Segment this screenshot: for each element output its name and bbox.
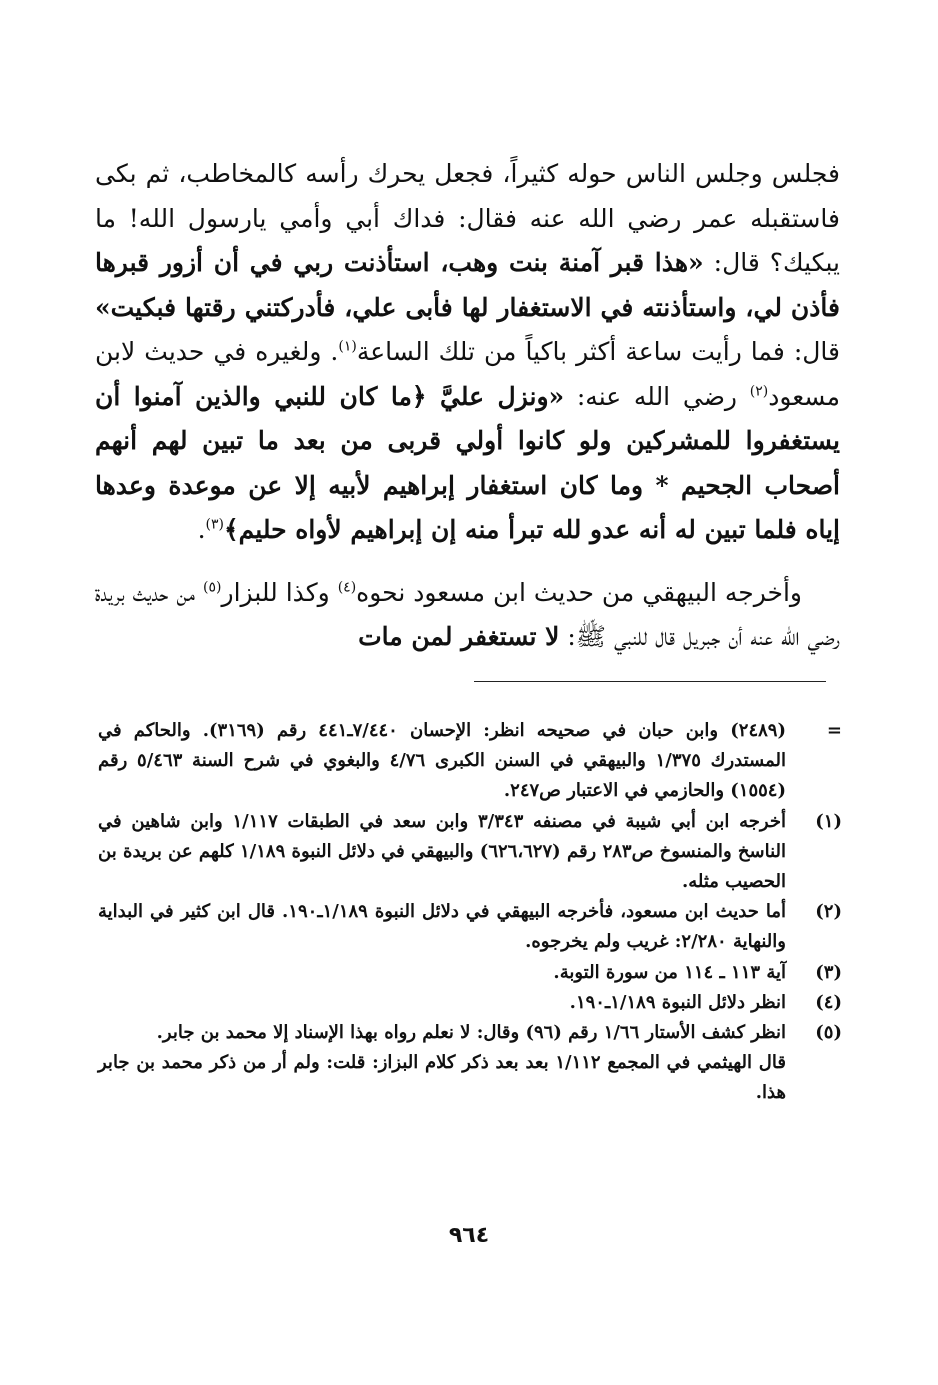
footnotes xyxy=(98,716,842,1109)
footnote-ref: (٢) xyxy=(749,383,769,400)
prophet-quote: «هذا قبر آمنة بنت وهب، استأذنت ربي في أن أزور قبرها فأذن لي، واستأذنته في الاستغفار لها فأبى علي، فأدركتني رقتها فبكيت» xyxy=(95,248,840,322)
footnote-text: (٢٤٨٩) وابن حبان في صحيحه انظر: الإحسان ٧/٤٤٠ـ٤٤١ رقم (٣١٦٩). والحاكم في المستدرك ١/٣٧٥ والبيهقي في السنن الكبرى ٤/٧٦ والبغوي في شرح السنة ٥/٤٦٣ رقم (١٥٥٤) والحازمي في الاعتبار ص٢٤٧. xyxy=(98,720,786,802)
prophet-quote: لا تستغفر لمن مات xyxy=(358,622,560,651)
narration-text: رضي الله عنه: xyxy=(564,381,750,411)
footnote-ref: (١) xyxy=(338,338,357,355)
footnote-text: آية ١١٣ ـ ١١٤ من سورة التوبة. xyxy=(553,961,786,983)
footnote-ref: (٣) xyxy=(205,516,224,533)
page-number: ٩٦٤ xyxy=(448,1223,490,1248)
narration-text: وكذا للبزار xyxy=(221,577,338,607)
footnote-text: قال الهيثمي في المجمع ١/١١٢ بعد بعد ذكر كلام البزاز: قلت: ولم أر من ذكر محمد بن جابر هذا. xyxy=(98,1052,786,1104)
paragraph-hadith-narration xyxy=(95,152,840,553)
narration-text: من حديث بريدة رضي الله عنه أن جبريل قال للنبي ﷺ: xyxy=(95,577,840,651)
footnote-continuation xyxy=(98,716,842,807)
narration-text: وأخرجه البيهقي من حديث ابن مسعود نحوه xyxy=(356,577,803,607)
footnote-text: انظر دلائل النبوة ١/١٨٩ـ١٩٠. xyxy=(569,991,786,1013)
narration-text: . ولغيره في حديث لابن مسعود xyxy=(95,337,840,411)
footnote-5-comment xyxy=(98,1048,842,1108)
footnote-number: (٢) xyxy=(815,901,842,923)
footnote-2 xyxy=(98,897,842,957)
quran-quote: «ونزل عليَّ ﴿ما كان للنبي والذين آمنوا أن يستغفروا للمشركين ولو كانوا أولي قربى من بعد ما تبين لهم أنهم أصحاب الجحيم * وما كان استغفار إبراهيم لأبيه إلا عن موعدة وعدها إياه فلما تبين له أنه عدو لله تبرأ منه إن إبراهيم لأواه حليم﴾ xyxy=(95,381,840,544)
narration-text: . xyxy=(197,515,206,544)
narration-text: فجلس وجلس الناس حوله كثيراً، فجعل يحرك رأسه كالمخاطب، ثم بكى فاستقبله عمر رضي الله عنه فقال: فداك أبي وأمي يارسول الله! ما يبكيك؟ قال: xyxy=(95,159,840,277)
footnote-4 xyxy=(98,988,842,1018)
footnote-text: أما حديث ابن مسعود، فأخرجه البيهقي في دلائل النبوة ١/١٨٩ـ١٩٠. قال ابن كثير في البداية والنهاية ٢/٢٨٠: غريب ولم يخرجوه. xyxy=(98,901,786,953)
footnote-3 xyxy=(98,958,842,988)
narration-text: قال: فما رأيت ساعة أكثر باكياً من تلك الساعة xyxy=(356,337,841,366)
footnote-marker: = xyxy=(826,720,842,741)
footnote-ref: (٥) xyxy=(203,579,222,596)
footnote-text: أخرجه ابن أبي شيبة في مصنفه ٣/٣٤٣ وابن سعد في الطبقات ١/١١٧ وابن شاهين في الناسخ والمنسوخ ص٢٨٣ رقم (٦٢٦،٦٢٧) والبيهقي في دلائل النبوة ١/١٨٩ كلهم عن بريدة بن الحصيب مثله. xyxy=(98,810,787,893)
footnote-separator xyxy=(474,681,826,682)
footnote-1 xyxy=(98,807,842,898)
footnote-number: (٣) xyxy=(815,961,842,983)
footnote-number: (٥) xyxy=(815,1022,842,1044)
paragraph-sources xyxy=(95,571,840,660)
footnote-5 xyxy=(98,1018,842,1048)
footnote-number: (٤) xyxy=(815,991,842,1013)
footnote-number: (١) xyxy=(815,810,842,832)
footnote-text: انظر كشف الأستار ١/٦٦ رقم (٩٦) وقال: لا نعلم رواه بهذا الإسناد إلا محمد بن جابر. xyxy=(156,1022,786,1044)
main-text-block xyxy=(95,148,840,660)
footnote-ref: (٤) xyxy=(337,579,357,596)
